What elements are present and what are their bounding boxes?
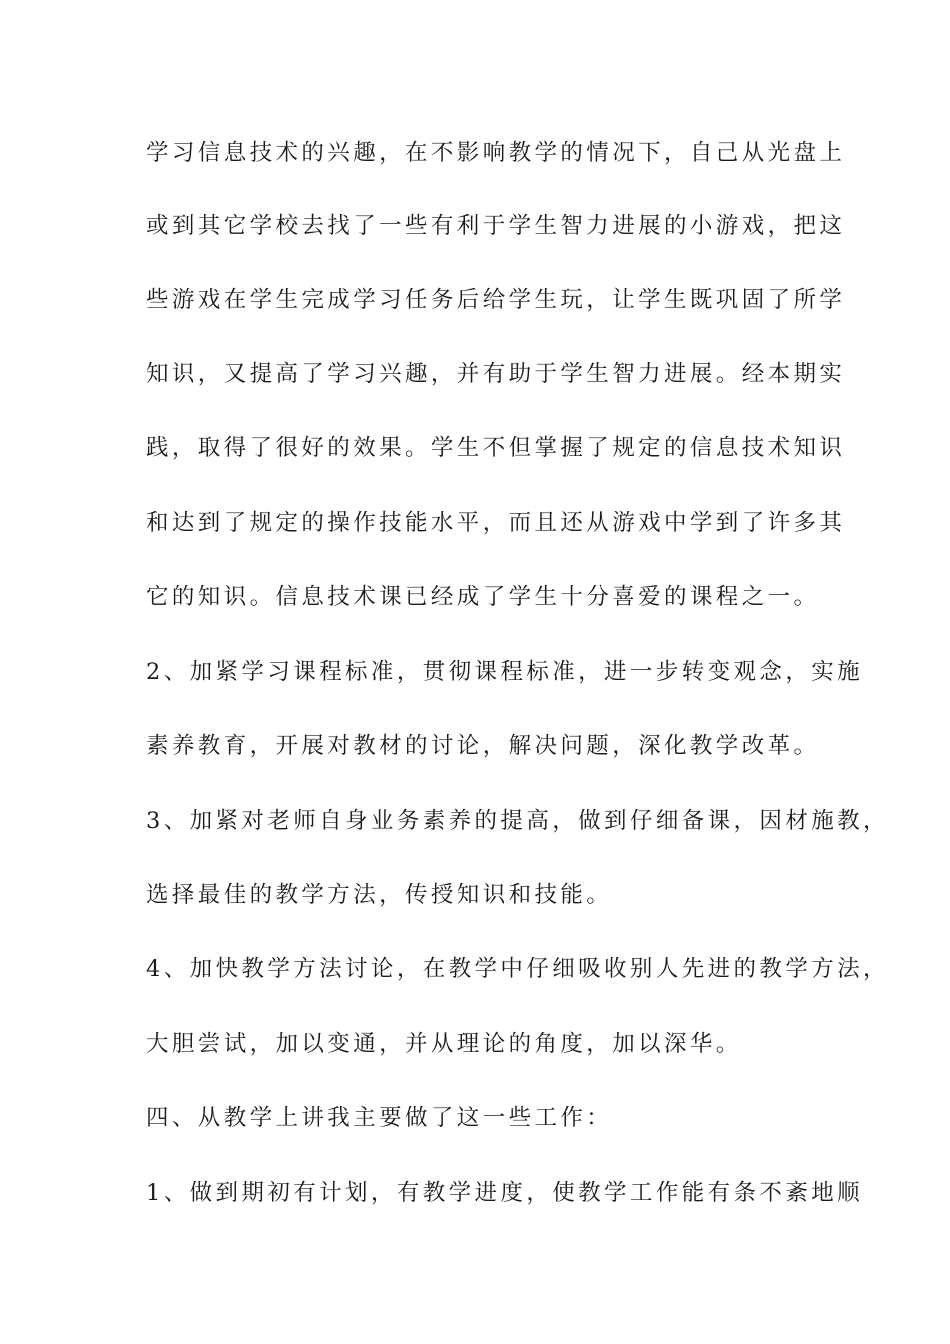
list-item-4: 4、加快教学方法讨论，在教学中仔细吸收别人先进的教学方法， — [146, 956, 889, 982]
list-item-2-continued: 素养教育，开展对教材的讨论，解决问题，深化教学改革。 — [146, 733, 820, 759]
list-item-3-continued: 选择最佳的教学方法，传授知识和技能。 — [146, 882, 613, 908]
list-item-4-continued: 大胆尝试，加以变通，并从理论的角度，加以深华。 — [146, 1031, 742, 1057]
list-item-1: 1、做到期初有计划，有教学进度，使教学工作能有条不紊地顺 — [146, 1180, 864, 1206]
paragraph-line: 学习信息技术的兴趣，在不影响教学的情况下，自己从光盘上 — [146, 140, 846, 166]
paragraph-line: 些游戏在学生完成学习任务后给学生玩，让学生既巩固了所学 — [146, 287, 846, 313]
paragraph-line: 践，取得了很好的效果。学生不但掌握了规定的信息技术知识 — [146, 435, 846, 461]
paragraph-line: 它的知识。信息技术课已经成了学生十分喜爱的课程之一。 — [146, 584, 820, 610]
list-item-2: 2、加紧学习课程标准，贯彻课程标准，进一步转变观念，实施 — [146, 659, 864, 685]
list-item-3: 3、加紧对老师自身业务素养的提高，做到仔细备课，因材施教， — [146, 808, 889, 834]
paragraph-line: 或到其它学校去找了一些有利于学生智力进展的小游戏，把这 — [146, 213, 846, 239]
section-heading: 四、从教学上讲我主要做了这一些工作： — [146, 1105, 613, 1131]
paragraph-line: 知识，又提高了学习兴趣，并有助于学生智力进展。经本期实 — [146, 361, 846, 387]
paragraph-line: 和达到了规定的操作技能水平，而且还从游戏中学到了许多其 — [146, 510, 846, 536]
